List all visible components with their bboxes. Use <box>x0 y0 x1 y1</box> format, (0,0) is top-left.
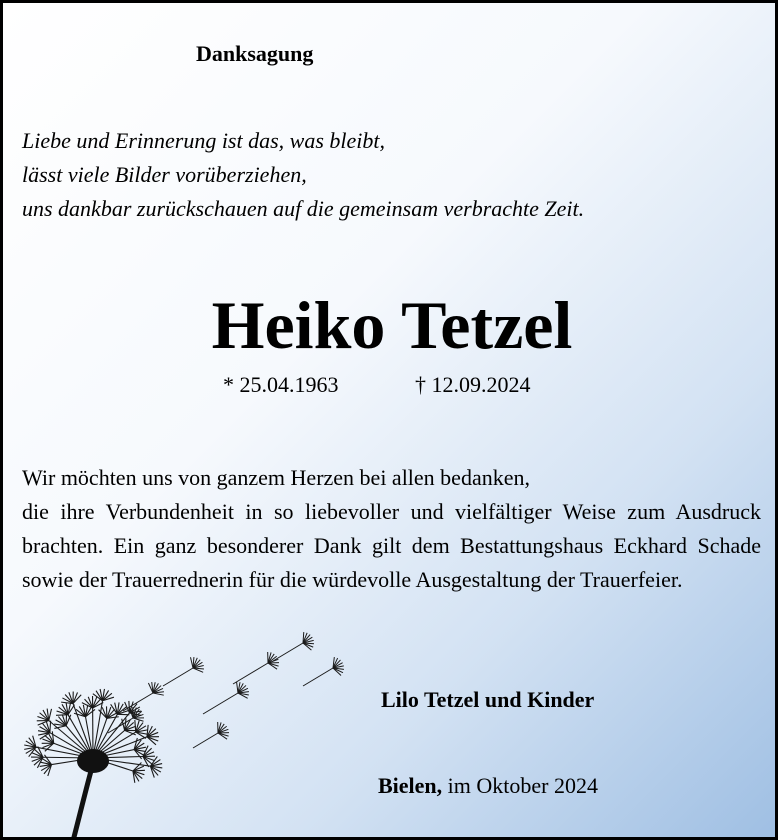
poem <box>22 124 584 226</box>
place-date-text: im Oktober 2024 <box>447 773 598 798</box>
thanks-first-line: Wir möchten uns von ganzem Herzen bei allen bedanken, <box>22 465 530 490</box>
life-dates <box>223 372 531 398</box>
thanks-text <box>22 461 761 597</box>
place-name: Bielen, <box>378 773 443 798</box>
birth-date: * 25.04.1963 <box>223 372 339 397</box>
poem-line: lässt viele Bilder vorüberziehen, <box>22 162 307 187</box>
thanks-paragraph: die ihre Verbundenheit in so liebevoller und vielfältiger Weise zum Ausdruck brachten. Ein ganz besonderer Dank gilt dem Bestattungshaus Eckhard Schade sowie der Trauerrednerin für die würdevolle Ausgestaltung der Trauerfeier. <box>22 499 761 592</box>
heading: Danksagung <box>196 41 314 66</box>
place-date <box>378 773 598 799</box>
deceased-name: Heiko Tetzel <box>211 287 573 363</box>
poem-line: Liebe und Erinnerung ist das, was bleibt, <box>22 128 385 153</box>
poem-line: uns dankbar zurückschauen auf die gemeinsam verbrachte Zeit. <box>22 196 585 221</box>
death-date: † 12.09.2024 <box>415 372 531 397</box>
signature: Lilo Tetzel und Kinder <box>381 687 595 712</box>
